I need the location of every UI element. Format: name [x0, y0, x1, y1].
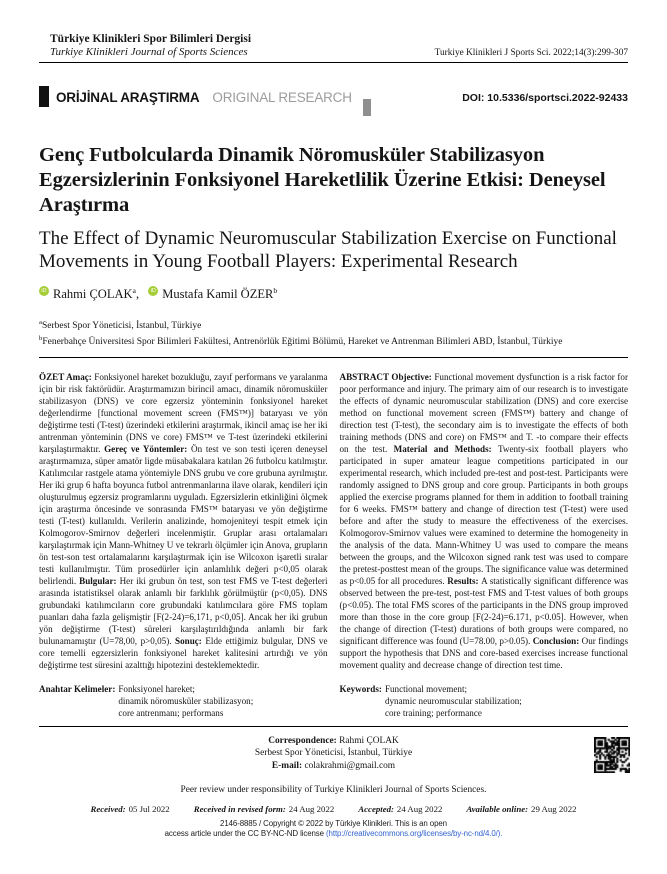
correspondence-label: Correspondence:: [268, 735, 340, 746]
qr-code: [594, 737, 630, 773]
abstract-top-divider: [39, 357, 628, 358]
correspondence-name: Rahmi ÇOLAK: [339, 735, 399, 746]
keywords-tr-lines: Fonksiyonel hareket; dinamik nöromusküler stabilizasyon; core antrenmanı; performans: [118, 683, 254, 718]
author-name: Mustafa Kamil ÖZER$^b$: [162, 286, 278, 302]
email-label: E-mail:: [271, 760, 305, 771]
date-item: Received: 05 Jul 2022: [90, 804, 170, 815]
date-item: Received in revised form: 24 Aug 2022: [193, 804, 335, 815]
keywords-en-label: Keywords:: [339, 683, 382, 694]
date-item: Available online: 29 Aug 2022: [466, 804, 577, 815]
section-marker-black: [39, 86, 49, 107]
copyright-block: [0, 819, 667, 838]
author-separator: ,: [135, 287, 140, 302]
journal-names: [50, 33, 251, 59]
section-title-tr: ORİJİNAL ARAŞTIRMA: [56, 90, 200, 105]
correspondence-email-line: [39, 760, 628, 773]
author-list: [39, 286, 628, 302]
doi-label: DOI: 10.5336/sportsci.2022-92433: [462, 92, 628, 104]
article-title-tr: Genç Futbolcularda Dinamik Nöromusküler Stabilizasyon Egzersizlerinin Fonksiyonel Hareketlilik Üzerine Etkisi: Deneysel Araştırma: [39, 144, 606, 216]
section-marker-gray: [363, 99, 371, 116]
abstract-column-tr: [39, 371, 328, 719]
journal-citation: Turkiye Klinikleri J Sports Sci. 2022;14(3):299-307: [434, 48, 628, 58]
keywords-en-lines: Functional movement; dynamic neuromuscular stabilization; core training; performance: [384, 683, 522, 718]
journal-name-tr: Türkiye Klinikleri Spor Bilimleri Dergisi: [50, 33, 252, 45]
abstract-column-en: [340, 371, 629, 719]
license-link[interactable]: (http://creativecommons.org/licenses/by-nc-nd/4.0/).: [326, 829, 503, 839]
author-affiliation-sup: b: [273, 286, 278, 295]
correspondence-line: [39, 735, 628, 748]
peer-review-note: Peer review under responsibility of Turkiye Klinikleri Journal of Sports Sciences.: [180, 785, 487, 796]
keywords-tr: [39, 683, 328, 719]
keywords-en: [340, 683, 629, 719]
section-row: [39, 86, 628, 116]
affiliation-list: [39, 317, 628, 349]
article-title-en: The Effect of Dynamic Neuromuscular Stabilization Exercise on Functional Movements in Young Football Players: Experimental Research: [39, 228, 617, 272]
orcid-icon[interactable]: iD: [39, 286, 49, 296]
correspondence-address: Serbest Spor Yöneticisi, İstanbul, Türkiye: [254, 748, 413, 759]
dates-row: [39, 804, 628, 814]
header-divider: [39, 62, 628, 63]
footer-divider: [39, 726, 628, 727]
email-value[interactable]: colakrahmi@gmail.com: [304, 760, 396, 771]
abstract-columns: [39, 371, 628, 719]
journal-name-en: Turkiye Klinikleri Journal of Sports Sciences: [50, 46, 248, 58]
abstract-en-text: ABSTRACT Objective: Functional movement dysfunction is a risk factor for poor performance and injury. The primary aim of our research is to investigate the effects of dynamic neuromuscular stabilization (DNS) and core exercise method on functional movement screen (FMS™) battery and change of direction test (T-test), the secondary aim is to investigate the effects of both training methods (DNS and core) on FMS™ and T. -to compare their effects on the test. Material and Methods: Twenty-six football players who participated in super amateur league competitions participated in our experimental research, which included pre-test and post-test. Participants were randomly assigned to DNS group and core group. Participants in both groups applied the exercise programs planned for them in addition to football training for 6 weeks. FMS™ battery and change of direction test (T-test) were used before and after the study to measure the effectiveness of the exercises. Kolmogorov-Smirnov values were examined to determine the homogeneity in the analysis of the data. Mann-Whitney U was used to compare the means between the groups, and the Wilcoxon signed rank test was used to compare the pretest-posttest mean of the groups. The significance value was determined as p<0.05 for all procedures. Results: A statistically significant difference was observed between the pre-test, post-test FMS and T-test values of both groups (p<0.05). The total FMS scores of the participants in the DNS group improved more than those in the core group [F(2-24)=6.171, p<0.05]. However, when the change of direction (T-test) durations of both groups were compared, no significant difference was found (U=78.00, p>0.05). Conclusion: Our findings support the hypothesis that DNS and core-based exercises increase functional movement quality and decrease change of direction test time.: [339, 371, 628, 670]
journal-header: [39, 33, 628, 63]
date-item: Accepted: 24 Aug 2022: [358, 804, 443, 815]
affiliation-row: $^a$Serbest Spor Yöneticisi, İstanbul, Türkiye: [39, 319, 202, 332]
keywords-tr-label: Anahtar Kelimeler:: [39, 683, 116, 694]
copyright-line1: 2146-8885 / Copyright © 2022 by Türkiye Klinikleri. This is an open: [220, 819, 447, 829]
orcid-icon[interactable]: iD: [148, 286, 158, 296]
correspondence-block: [39, 735, 628, 773]
affiliation-row: $^b$Fenerbahçe Üniversitesi Spor Bilimleri Fakültesi, Antrenörlük Eğitimi Bölümü, Hareket ve Antrenman Bilimleri ABD, İstanbul, Türkiye: [39, 334, 563, 348]
abstract-tr-text: ÖZET Amaç: Fonksiyonel hareket bozukluğu, zayıf performans ve yaralanma için bir risk faktörüdür. Araştırmamızın birincil amacı, dinamik nöromusküler stabilizasyon (DNS) ve core egzersiz yönteminin fonksiyonel hareket değerlendirme [functional movement screen (FMS™)] bataryası ve yön değiştirme testi (T-test) üzerindeki etkilerini araştırmak, ikincil amaç ise her iki antrenman yönteminin (DNS ve core) FMS™ ve T-test üzerindeki etkilerini karşılaştırmaktır. Gereç ve Yöntemler: Ön test ve son testi içeren deneysel araştırmamıza, süper amatör ligde müsabakalara katılan 26 futbolcu katılmıştır. Katılımcılar rastgele atama yöntemiyle DNS grubu ve core grubuna ayrılmıştır. Her iki grup 6 hafta boyunca futbol antrenmanlarına ilave olarak, kendileri için oluşturulmuş egzersiz programlarını uyguladı. Egzersizlerin etkinliğini ölçmek için araştırma öncesinde ve sonrasında FMS™ bataryası ve yön değiştirme testi (T-test) kullanıldı. Verilerin analizinde, homojeniteyi tespit etmek için Kolmogorov-Smirnov değerleri incelenmiştir. Gruplar arası ortalamaları karşılaştırmak için Mann-Whitney U ve tekrarlı ölçümler için Anova, grupların ön test-son test ortalamalarını karşılaştırmak için ise Wilcoxon işaretli sıralar testi kullanılmıştır. Tüm prosedürler için anlamlılık değeri p<0,05 olarak belirlendi. Bulgular: Her iki grubun ön test, son test FMS ve T-test değerleri arasında istatistiksel olarak anlamlı bir farklılık görülmüştür (p<0,05). DNS grubundaki katılımcıların core grubundaki katılımcılara göre FMS toplam puanları daha fazla gelişmiştir [F(2-24)=6,171, p<0,05]. Ancak her iki grubun yön değiştirme (T-test) süreleri karşılaştırıldığında anlamlı bir fark bulunamamıştır (U=78,00, p>0,05). Sonuç: Elde ettiğimiz bulgular, DNS ve core temelli egzersizlerin fonksiyonel hareket kalitesini artırdığı ve yön değiştirme test süresini azalttığı hipotezini desteklemektedir.: [39, 371, 328, 670]
author-affiliation-sup: a: [132, 286, 136, 295]
copyright-line2: access article under the CC BY-NC-ND license (http://creativecommons.org/licenses/by-nc-nd/4.0/).: [164, 829, 503, 839]
section-title-en: ORIGINAL RESEARCH: [212, 90, 352, 105]
author-name: Rahmi ÇOLAK$^a$: [53, 286, 136, 302]
